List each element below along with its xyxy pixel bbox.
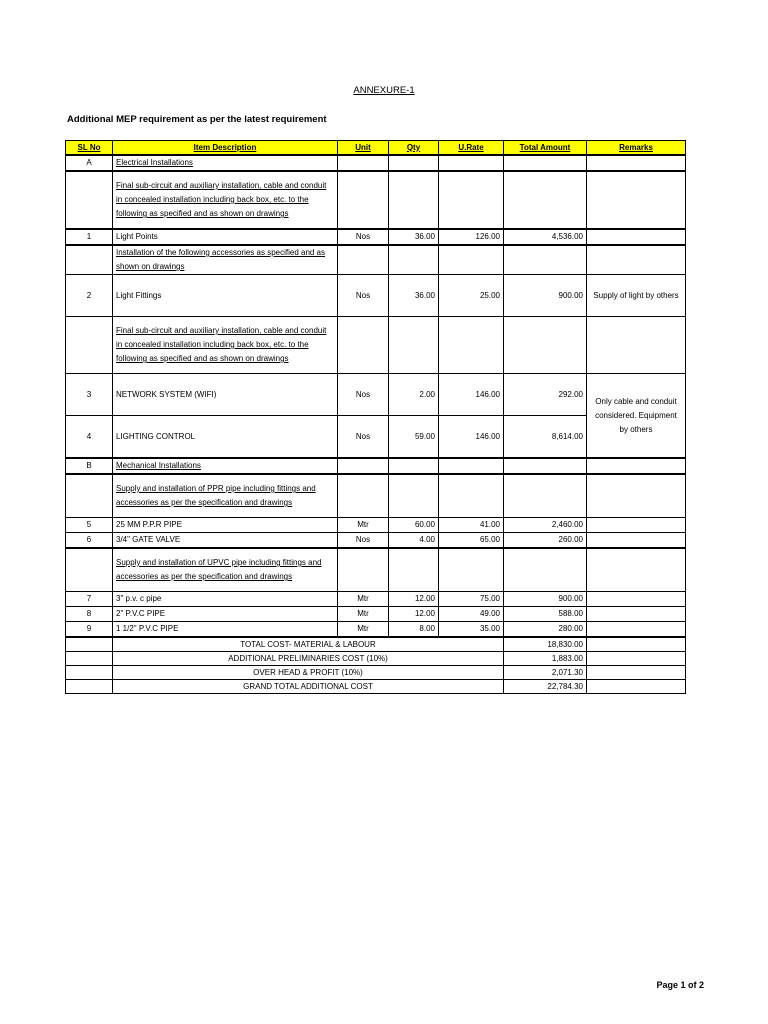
item-qty: 8.00 bbox=[389, 622, 439, 637]
total-label: TOTAL COST- MATERIAL & LABOUR bbox=[113, 638, 504, 652]
item-amount: 292.00 bbox=[504, 374, 587, 416]
description-note-row bbox=[66, 246, 686, 275]
section-row-electrical bbox=[66, 156, 686, 171]
item-description: 25 MM P.P.R PIPE bbox=[113, 518, 338, 533]
header-sl-no: SL No bbox=[66, 141, 113, 155]
item-description: Light Points bbox=[113, 230, 338, 245]
item-amount: 900.00 bbox=[504, 275, 587, 317]
item-qty: 12.00 bbox=[389, 607, 439, 622]
bill-of-quantities-table bbox=[65, 140, 686, 694]
description-note: Final sub-circuit and auxiliary installation, cable and conduit in concealed installation including back box, etc. to the following as specified and as shown on drawings bbox=[116, 181, 327, 218]
item-sl: 3 bbox=[66, 374, 113, 416]
item-qty: 60.00 bbox=[389, 518, 439, 533]
description-note: Supply and installation of PPR pipe including fittings and accessories as per the specification and drawings bbox=[116, 484, 316, 507]
total-label: OVER HEAD & PROFIT (10%) bbox=[113, 666, 504, 680]
section-row-mechanical bbox=[66, 459, 686, 474]
section-sl: A bbox=[66, 156, 113, 171]
description-note: Installation of the following accessories as specified and as shown on drawings bbox=[116, 248, 326, 271]
item-unit: Mtr bbox=[338, 622, 389, 637]
item-rate: 126.00 bbox=[439, 230, 504, 245]
item-remark-cable-conduit: Only cable and conduit considered. Equipment by others bbox=[587, 374, 686, 458]
description-note-row bbox=[66, 317, 686, 374]
item-amount: 280.00 bbox=[504, 622, 587, 637]
item-amount: 2,460.00 bbox=[504, 518, 587, 533]
item-rate: 146.00 bbox=[439, 374, 504, 416]
item-row bbox=[66, 607, 686, 622]
item-unit: Nos bbox=[338, 230, 389, 245]
item-description: NETWORK SYSTEM (WIFI) bbox=[113, 374, 338, 416]
description-note-row bbox=[66, 172, 686, 229]
item-unit: Nos bbox=[338, 416, 389, 458]
item-row bbox=[66, 275, 686, 317]
total-row bbox=[66, 652, 686, 666]
item-sl: 2 bbox=[66, 275, 113, 317]
header-total-amount: Total Amount bbox=[504, 141, 587, 155]
item-sl: 9 bbox=[66, 622, 113, 637]
item-description: 3/4" GATE VALVE bbox=[113, 533, 338, 548]
total-row bbox=[66, 638, 686, 652]
item-sl: 1 bbox=[66, 230, 113, 245]
item-unit: Nos bbox=[338, 374, 389, 416]
total-row bbox=[66, 666, 686, 680]
item-row bbox=[66, 592, 686, 607]
description-note: Final sub-circuit and auxiliary installation, cable and conduit in concealed installation including back box, etc. to the following as specified and as shown on drawings bbox=[116, 326, 327, 363]
item-amount: 900.00 bbox=[504, 592, 587, 607]
item-unit: Nos bbox=[338, 275, 389, 317]
grand-total-label: GRAND TOTAL ADDITIONAL COST bbox=[113, 680, 504, 694]
item-description: 1 1/2" P.V.C PIPE bbox=[113, 622, 338, 637]
item-sl: 5 bbox=[66, 518, 113, 533]
grand-total-value: 22,784.30 bbox=[504, 680, 587, 694]
item-qty: 59.00 bbox=[389, 416, 439, 458]
item-description: 3" p.v. c pipe bbox=[113, 592, 338, 607]
item-rate: 75.00 bbox=[439, 592, 504, 607]
item-row bbox=[66, 230, 686, 245]
header-row bbox=[66, 141, 686, 155]
item-amount: 8,614.00 bbox=[504, 416, 587, 458]
item-unit: Nos bbox=[338, 533, 389, 548]
item-description: Light Fittings bbox=[113, 275, 338, 317]
item-sl: 8 bbox=[66, 607, 113, 622]
total-label: ADDITIONAL PRELIMINARIES COST (10%) bbox=[113, 652, 504, 666]
total-value: 18,830.00 bbox=[504, 638, 587, 652]
item-qty: 12.00 bbox=[389, 592, 439, 607]
item-rate: 49.00 bbox=[439, 607, 504, 622]
header-remarks: Remarks bbox=[587, 141, 686, 155]
description-note-row bbox=[66, 475, 686, 518]
item-row bbox=[66, 374, 686, 416]
description-note: Supply and installation of UPVC pipe including fittings and accessories as per the specification and drawings bbox=[116, 558, 322, 581]
annexure-title: ANNEXURE-1 bbox=[353, 85, 415, 96]
item-amount: 588.00 bbox=[504, 607, 587, 622]
item-row bbox=[66, 622, 686, 637]
header-unit-rate: U.Rate bbox=[439, 141, 504, 155]
section-label: Electrical Installations bbox=[116, 158, 193, 167]
header-item-description: Item Description bbox=[113, 141, 338, 155]
total-value: 2,071.30 bbox=[504, 666, 587, 680]
item-rate: 41.00 bbox=[439, 518, 504, 533]
item-amount: 260.00 bbox=[504, 533, 587, 548]
total-value: 1,883.00 bbox=[504, 652, 587, 666]
header-qty: Qty bbox=[389, 141, 439, 155]
item-description: 2" P.V.C PIPE bbox=[113, 607, 338, 622]
item-qty: 36.00 bbox=[389, 275, 439, 317]
item-amount: 4,536.00 bbox=[504, 230, 587, 245]
description-note-row bbox=[66, 549, 686, 592]
item-qty: 36.00 bbox=[389, 230, 439, 245]
item-description: LIGHTING CONTROL bbox=[113, 416, 338, 458]
item-sl: 7 bbox=[66, 592, 113, 607]
item-unit: Mtr bbox=[338, 592, 389, 607]
section-sl: B bbox=[66, 459, 113, 474]
item-rate: 25.00 bbox=[439, 275, 504, 317]
item-rate: 35.00 bbox=[439, 622, 504, 637]
item-sl: 4 bbox=[66, 416, 113, 458]
page-number: Page 1 of 2 bbox=[656, 980, 704, 990]
section-label: Mechanical Installations bbox=[116, 461, 201, 470]
document-subtitle: Additional MEP requirement as per the latest requirement bbox=[67, 114, 327, 125]
item-sl: 6 bbox=[66, 533, 113, 548]
grand-total-row bbox=[66, 680, 686, 694]
item-qty: 4.00 bbox=[389, 533, 439, 548]
item-qty: 2.00 bbox=[389, 374, 439, 416]
item-remark: Supply of light by others bbox=[587, 275, 686, 317]
item-unit: Mtr bbox=[338, 518, 389, 533]
item-row bbox=[66, 518, 686, 533]
header-unit: Unit bbox=[338, 141, 389, 155]
item-rate: 65.00 bbox=[439, 533, 504, 548]
item-unit: Mtr bbox=[338, 607, 389, 622]
item-rate: 146.00 bbox=[439, 416, 504, 458]
item-row bbox=[66, 533, 686, 548]
